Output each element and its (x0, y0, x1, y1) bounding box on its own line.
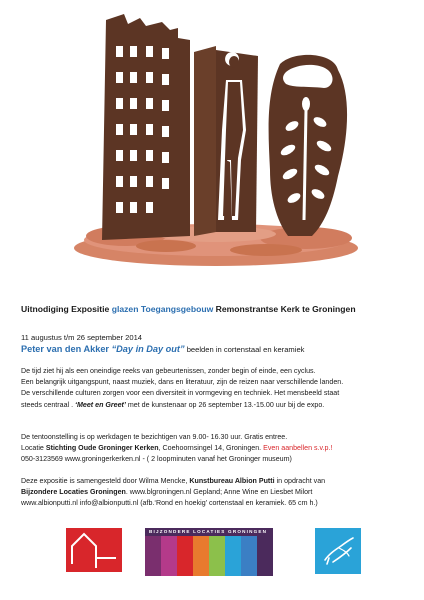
title-part-1: Uitnodiging Expositie (21, 304, 112, 314)
visiting-info-paragraph (21, 432, 411, 466)
meet-and-greet: ‘Meet en Greet’ (75, 400, 126, 409)
exhibition-dates: 11 augustus t/m 26 september 2014 (21, 333, 143, 342)
credits-paragraph (21, 476, 411, 510)
building-sculpture (102, 14, 190, 240)
title-part-3: Remonstrantse Kerk te Groningen (213, 304, 356, 314)
visit-line-2a: Locatie (21, 444, 46, 453)
sculpture-photo (66, 10, 366, 272)
albion-putti-logo (315, 528, 361, 574)
visit-line-2 (21, 443, 411, 454)
artist-line (21, 344, 304, 354)
vase-sculpture (269, 55, 347, 236)
desc-line-3: De verschillende culturen zorgen voor een diversiteit in vormgeving en techniek. Het mensbeeld staat (21, 389, 340, 398)
visit-line-1: De tentoonstelling is op werkdagen te bezichtigen van 9.00- 16.30 uur. Gratis entree. (21, 433, 288, 441)
credits-line-1c: in opdracht van (274, 477, 326, 485)
ring-bell-note: Even aanbellen s.v.p.! (263, 444, 333, 453)
location-address: , Coehoornsingel 14, Groningen. (158, 444, 264, 453)
visit-line-3: 050-3123569 www.groningerkerken.nl - ( 2 loopminuten vanaf het Groninger museum) (21, 455, 292, 464)
title-venue-highlight: glazen Toegangsgebouw (111, 304, 214, 314)
desc-line-1: De tijd ziet hij als een oneindige reeks van gebeurtenissen, zonder begin of einde, een cyclus. (21, 367, 316, 375)
desc-line-2: Een belangrijk uitgangspunt, naast muziek, dans en literatuur, zijn de reizen naar verschillende landen. (21, 378, 344, 387)
groninger-kerken-logo (66, 528, 122, 572)
desc-line-4a: steeds centraal . (21, 400, 76, 409)
bl-logo-text: BIJZONDERE LOCATIES GRONINGEN (149, 529, 268, 534)
artist-name: Peter van den Akker (21, 344, 112, 354)
kunstbureau-name: Kunstbureau Albion Putti (189, 477, 275, 485)
figure-panel-sculpture (194, 46, 258, 236)
bijzondere-locaties-logo (145, 528, 273, 576)
credits-line-1a: Deze expositie is samengesteld door Wilma Mencke, (21, 477, 190, 485)
artist-subtitle: beelden in cortenstaal en keramiek (184, 345, 305, 354)
show-title: “Day in Day out” (111, 344, 185, 354)
bijzondere-locaties-name: Bijzondere Locaties Groningen (21, 488, 126, 497)
location-name: Stichting Oude Groninger Kerken (45, 444, 159, 453)
exhibition-title (21, 304, 356, 314)
credits-line-2b: . www.blgroningen.nl Gepland; Anne Wine en Liesbet Milort (125, 488, 313, 497)
credits-line-2 (21, 487, 411, 498)
desc-line-4c: met de kunstenaar op 26 september 13.-15.00 uur bij de expo. (125, 400, 325, 409)
credits-line-1 (21, 476, 411, 487)
description-paragraph (21, 366, 411, 411)
bl-logo-color-blocks (145, 536, 273, 576)
desc-line-4 (21, 400, 411, 411)
credits-line-3: www.albionputti.nl info@albionputti.nl (afb.‘Rond en hoekig’ cortenstaal en keramiek. 65 cm h.) (21, 499, 318, 508)
